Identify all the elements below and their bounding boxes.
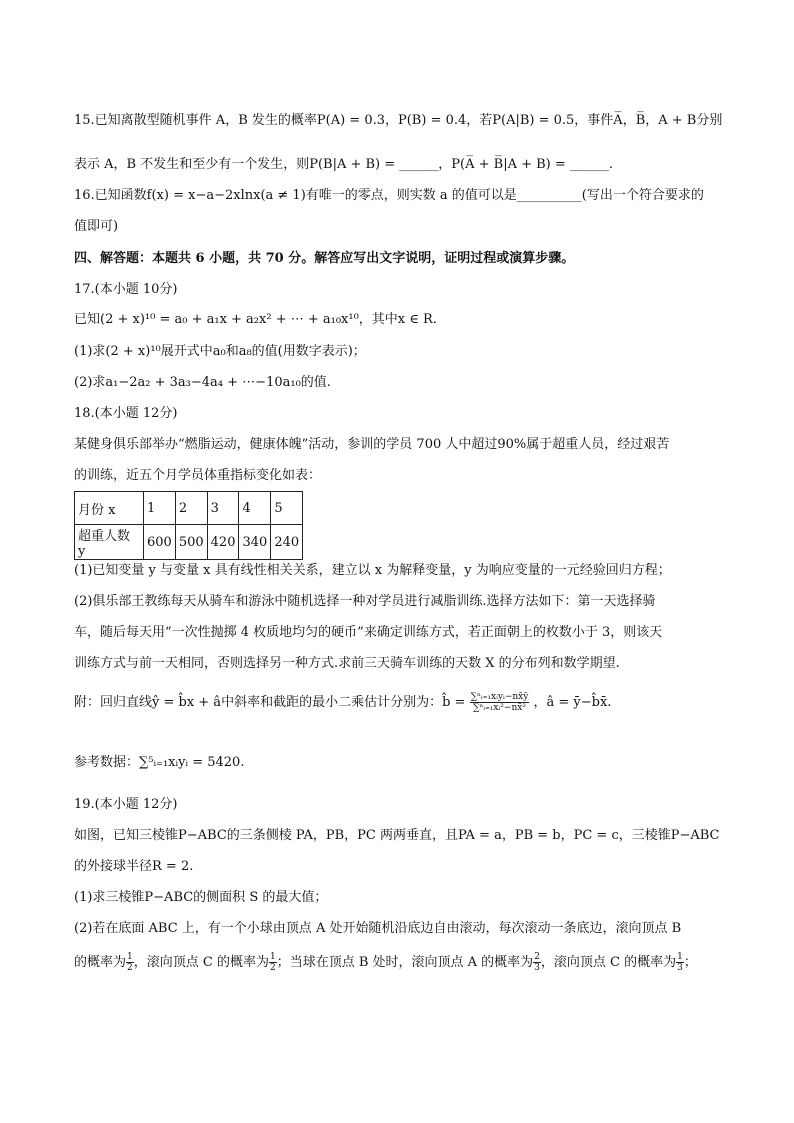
q18-part2-line2: 车，随后每天用“一次性抛掷 4 枚质地均匀的硬币”来确定训练方式，若正面朝上的枚数小于 3，则该天 bbox=[74, 625, 663, 640]
q18-intro1: 某健身俱乐部举办“燃脂运动，健康体魄”活动，参训的学员 700 人中超过90%属于超重人员，经过艰苦 bbox=[74, 437, 670, 452]
q18-part2-line3: 训练方式与前一天相同，否则选择另一种方式.求前三天骑车训练的天数 X 的分布列和数学期望. bbox=[74, 656, 620, 671]
q16-line1: 16.已知函数f(x) = x−a−2xlnx(a ≠ 1)有唯一的零点，则实数 a 的值可以是__________(写出一个符合要求的 bbox=[74, 188, 704, 203]
table-cell: 2 bbox=[175, 492, 207, 525]
text-segment: ，滚向顶点 C 的概率为 bbox=[133, 955, 269, 970]
table-cell: 420 bbox=[207, 525, 239, 560]
fraction-two-thirds bbox=[533, 952, 541, 973]
q19-header: 19.(本小题 12分) bbox=[74, 797, 178, 812]
section-4-heading: 四、解答题：本题共 6 小题，共 70 分。解答应写出文字说明，证明过程或演算步骤。 bbox=[74, 251, 575, 266]
q17-header: 17.(本小题 10分) bbox=[74, 282, 178, 297]
fraction-one-half bbox=[269, 952, 277, 973]
table-cell: 超重人数 y bbox=[75, 525, 144, 560]
q18-appendix bbox=[74, 692, 611, 713]
fraction-denominator: ∑ⁿᵢ₌₁xᵢ²−nx̄² bbox=[472, 703, 526, 713]
fraction-numerator: 1 bbox=[677, 952, 683, 962]
q16-line2: 值即可) bbox=[74, 219, 119, 234]
q18-part1: (1)已知变量 y 与变量 x 具有线性相关关系，建立以 x 为解释变量，y 为响应变量的一元经验回归方程； bbox=[74, 563, 671, 578]
least-squares-fraction bbox=[470, 692, 530, 713]
fraction-numerator: 2 bbox=[534, 952, 540, 962]
text-segment: ；当球在顶点 B 处时，滚向顶点 A 的概率为 bbox=[276, 955, 534, 970]
q19-part2-line1: (2)若在底面 ABC 上，有一个小球由顶点 A 处开始随机沿底边自由滚动，每次滚动一条底边，滚向顶点 B bbox=[74, 921, 682, 936]
text-segment: ； bbox=[683, 955, 697, 970]
q19-intro1: 如图，已知三棱锥P−ABC的三条侧棱 PA，PB，PC 两两垂直，且PA = a，PB = b，PC = c，三棱锥P−ABC bbox=[74, 828, 720, 843]
fraction-numerator: ∑ⁿᵢ₌₁xᵢyᵢ−nx̄ȳ bbox=[470, 692, 529, 702]
q19-part1: (1)求三棱锥P−ABC的侧面积 S 的最大值； bbox=[74, 890, 328, 905]
q18-reference-data: 参考数据：∑⁵ᵢ₌₁xᵢyᵢ = 5420. bbox=[74, 755, 245, 770]
q18-part2-line1: (2)俱乐部王教练每天从骑车和游泳中随机选择一种对学员进行减脂训练.选择方法如下：第一天选择骑 bbox=[74, 594, 656, 609]
q17-part1: (1)求(2 + x)¹⁰展开式中a₀和a₈的值(用数字表示)； bbox=[74, 344, 366, 359]
table-cell: 600 bbox=[144, 525, 176, 560]
table-cell: 3 bbox=[207, 492, 239, 525]
fraction-denominator: 2 bbox=[269, 963, 276, 973]
table-cell: 月份 x bbox=[75, 492, 144, 525]
fraction-denominator: 3 bbox=[677, 963, 683, 973]
text-segment: 的概率为 bbox=[74, 955, 127, 970]
table-row bbox=[75, 525, 303, 560]
weight-data-table bbox=[74, 491, 303, 560]
q15-line2: 表示 A，B 不发生和至少有一个发生，则P(B|A + B) = ______，P(A̅ + B̅|A + B) = ______. bbox=[74, 157, 614, 172]
table-row bbox=[75, 492, 303, 525]
fraction-one-half bbox=[126, 952, 134, 973]
fraction-denominator: 3 bbox=[534, 963, 540, 973]
q17-given: 已知(2 + x)¹⁰ = a₀ + a₁x + a₂x² + ⋯ + a₁₀x¹⁰，其中x ∈ R. bbox=[74, 312, 437, 327]
q18-intro2: 的训练，近五个月学员体重指标变化如表： bbox=[74, 468, 322, 483]
q17-part2: (2)求a₁−2a₂ + 3a₃−4a₄ + ⋯−10a₁₀的值. bbox=[74, 375, 331, 390]
text-segment: ，滚向顶点 C 的概率为 bbox=[540, 955, 677, 970]
table-cell: 240 bbox=[271, 525, 303, 560]
table-cell: 340 bbox=[239, 525, 271, 560]
table-cell: 4 bbox=[239, 492, 271, 525]
fraction-denominator: 2 bbox=[127, 963, 133, 973]
table-cell: 500 bbox=[175, 525, 207, 560]
appendix-text: 附：回归直线ŷ = b̂x + â中斜率和截距的最小二乘估计分别为：b̂ = bbox=[74, 695, 466, 710]
q19-part2-line2 bbox=[74, 952, 697, 973]
table-cell: 5 bbox=[271, 492, 303, 525]
fraction-one-third bbox=[676, 952, 684, 973]
fraction-numerator: 1 bbox=[269, 952, 276, 962]
q19-intro2: 的外接球半径R = 2. bbox=[74, 859, 194, 874]
q15-line1: 15.已知离散型随机事件 A，B 发生的概率P(A) = 0.3，P(B) = 0.4，若P(A|B) = 0.5，事件A̅，B̅，A + B分别 bbox=[74, 113, 723, 128]
q18-header: 18.(本小题 12分) bbox=[74, 406, 178, 421]
table-cell: 1 bbox=[144, 492, 176, 525]
appendix-intercept: ，â = ȳ−b̂x̄. bbox=[533, 695, 612, 710]
fraction-numerator: 1 bbox=[127, 952, 133, 962]
